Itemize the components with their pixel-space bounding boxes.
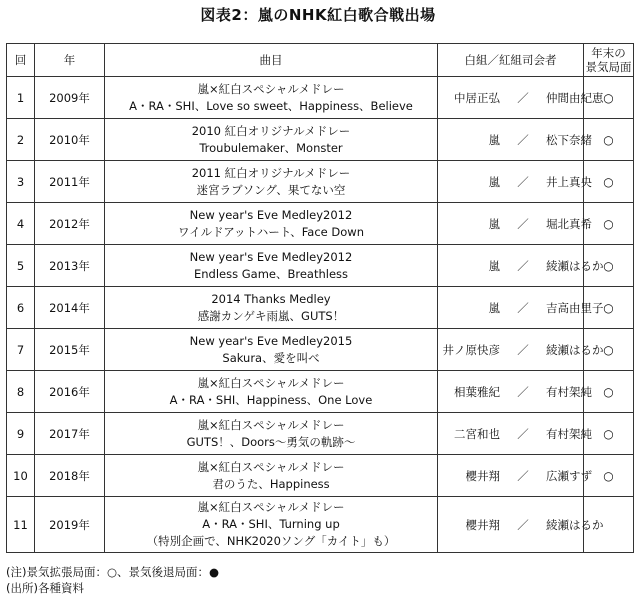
red-host: 広瀬すず [546, 468, 593, 483]
row-economy-mark: ○ [584, 245, 634, 287]
row-number: 4 [7, 203, 35, 245]
row-hosts [438, 77, 604, 119]
red-host: 吉高由里子 [546, 300, 604, 315]
row-hosts [438, 371, 592, 413]
red-host: 仲間由紀恵 [546, 90, 604, 105]
song-line: Endless Game、Breathless [193, 266, 349, 281]
row-hosts [438, 119, 592, 161]
row-year: 2019年 [35, 497, 105, 553]
table-row [7, 119, 634, 161]
song-line: 2014 Thanks Medley [211, 291, 331, 306]
row-song [105, 497, 438, 553]
row-economy-mark: ○ [584, 371, 634, 413]
song-line: 感謝カンゲキ雨嵐、GUTS！ [197, 308, 345, 323]
row-number: 5 [7, 245, 35, 287]
white-host: 櫻井翔 [465, 468, 500, 483]
song-line: 2010 紅白オリジナルメドレー [191, 123, 351, 138]
song-line: A・RA・SHI、Turning up [202, 517, 340, 531]
red-host: 井上真央 [546, 174, 592, 189]
table-row [7, 497, 634, 553]
white-host: 中居正弘 [454, 90, 500, 105]
row-number: 7 [7, 329, 35, 371]
song-line: 君のうた、Happiness [212, 476, 330, 491]
table-row [7, 203, 634, 245]
song-line: Sakura、愛を叫べ [222, 350, 320, 365]
row-number: 11 [7, 497, 35, 553]
row-year: 2011年 [35, 161, 105, 203]
white-host: 井ノ原快彦 [442, 342, 500, 357]
song-line: ワイルドアットハート、Face Down [178, 224, 364, 239]
red-host: 綾瀬はるか [546, 258, 604, 273]
row-economy-mark: ○ [584, 455, 634, 497]
kohaku-table [6, 43, 634, 553]
source-text: (出所)各種資料 [6, 581, 84, 595]
red-host: 松下奈緒 [546, 132, 592, 147]
table-row [7, 455, 634, 497]
row-year: 2015年 [35, 329, 105, 371]
table-row [7, 413, 634, 455]
row-hosts [438, 287, 604, 329]
song-line: GUTS！、Doors～勇気の軌跡～ [186, 434, 356, 449]
row-hosts [438, 203, 592, 245]
row-number: 6 [7, 287, 35, 329]
table-row [7, 287, 634, 329]
white-host: 嵐 [488, 300, 500, 315]
row-song [105, 161, 438, 203]
song-line: New year's Eve Medley2012 [189, 207, 353, 222]
row-year: 2017年 [35, 413, 105, 455]
row-hosts [438, 245, 604, 287]
table-body [7, 77, 634, 553]
table-row [7, 245, 634, 287]
row-economy-mark: ○ [584, 203, 634, 245]
song-line: New year's Eve Medley2012 [189, 249, 353, 264]
row-song [105, 287, 438, 329]
header-no: 回 [7, 44, 35, 77]
row-number: 3 [7, 161, 35, 203]
note-text: (注)景気拡張局面：○、景気後退局面：● [6, 565, 220, 579]
white-host: 嵐 [488, 132, 500, 147]
row-song [105, 77, 438, 119]
row-song [105, 413, 438, 455]
red-host: 綾瀬はるか [546, 342, 604, 357]
row-hosts [438, 497, 604, 553]
host-separator: ／ [517, 300, 529, 315]
row-hosts [438, 161, 592, 203]
red-host: 有村架純 [546, 384, 592, 399]
header-year: 年 [35, 44, 105, 77]
row-hosts [438, 413, 592, 455]
row-year: 2010年 [35, 119, 105, 161]
red-host: 綾瀬はるか [546, 517, 604, 532]
row-song [105, 329, 438, 371]
row-economy-mark: ○ [584, 161, 634, 203]
white-host: 嵐 [488, 174, 500, 189]
song-line: （特別企画で、NHK2020ソング「カイト」も） [146, 534, 396, 548]
header-mark-line1: 年末の [591, 46, 626, 60]
row-economy-mark: ○ [584, 287, 634, 329]
row-number: 10 [7, 455, 35, 497]
song-line: 嵐×紅白スペシャルメドレー [197, 417, 345, 432]
row-hosts [438, 455, 593, 497]
table-header-row [7, 44, 634, 77]
row-hosts [438, 329, 604, 371]
host-separator: ／ [517, 90, 529, 105]
host-separator: ／ [517, 426, 529, 441]
row-year: 2013年 [35, 245, 105, 287]
song-line: 嵐×紅白スペシャルメドレー [197, 500, 345, 514]
row-year: 2009年 [35, 77, 105, 119]
row-song [105, 371, 438, 413]
table-row [7, 371, 634, 413]
song-line: 嵐×紅白スペシャルメドレー [197, 81, 345, 96]
song-line: A・RA・SHI、Happiness、One Love [169, 392, 373, 407]
row-number: 1 [7, 77, 35, 119]
white-host: 嵐 [488, 216, 500, 231]
host-separator: ／ [517, 258, 529, 273]
row-song [105, 203, 438, 245]
row-economy-mark: ○ [584, 119, 634, 161]
row-number: 2 [7, 119, 35, 161]
song-line: 嵐×紅白スペシャルメドレー [197, 459, 345, 474]
host-separator: ／ [517, 468, 529, 483]
row-year: 2012年 [35, 203, 105, 245]
host-separator: ／ [517, 174, 529, 189]
header-mark [584, 44, 634, 77]
row-number: 8 [7, 371, 35, 413]
row-number: 9 [7, 413, 35, 455]
red-host: 堀北真希 [546, 216, 592, 231]
table-row [7, 77, 634, 119]
row-song [105, 455, 438, 497]
song-line: New year's Eve Medley2015 [189, 333, 353, 348]
song-line: A・RA・SHI、Love so sweet、Happiness、Believe [129, 98, 413, 113]
song-line: 迷宮ラブソング、果てない空 [196, 182, 346, 197]
header-host: 白組／紅組司会者 [438, 44, 584, 77]
white-host: 櫻井翔 [465, 517, 500, 532]
host-separator: ／ [517, 216, 529, 231]
header-mark-line2: 景気局面 [585, 60, 632, 74]
row-year: 2018年 [35, 455, 105, 497]
red-host: 有村架純 [546, 426, 592, 441]
song-line: 2011 紅白オリジナルメドレー [191, 165, 351, 180]
white-host: 相葉雅紀 [454, 384, 500, 399]
row-song [105, 119, 438, 161]
host-separator: ／ [517, 342, 529, 357]
row-economy-mark: ○ [584, 329, 634, 371]
white-host: 二宮和也 [454, 426, 500, 441]
row-year: 2014年 [35, 287, 105, 329]
host-separator: ／ [517, 517, 529, 532]
song-line: Troubulemaker、Monster [199, 140, 343, 155]
table-row [7, 329, 634, 371]
host-separator: ／ [517, 384, 529, 399]
row-year: 2016年 [35, 371, 105, 413]
table-row [7, 161, 634, 203]
white-host: 嵐 [488, 258, 500, 273]
row-economy-mark: ○ [584, 77, 634, 119]
row-song [105, 245, 438, 287]
host-separator: ／ [517, 132, 529, 147]
header-song: 曲目 [105, 44, 438, 77]
page-title: 図表2：嵐のNHK紅白歌合戦出場 [200, 6, 436, 24]
row-economy-mark: ○ [584, 413, 634, 455]
song-line: 嵐×紅白スペシャルメドレー [197, 375, 345, 390]
